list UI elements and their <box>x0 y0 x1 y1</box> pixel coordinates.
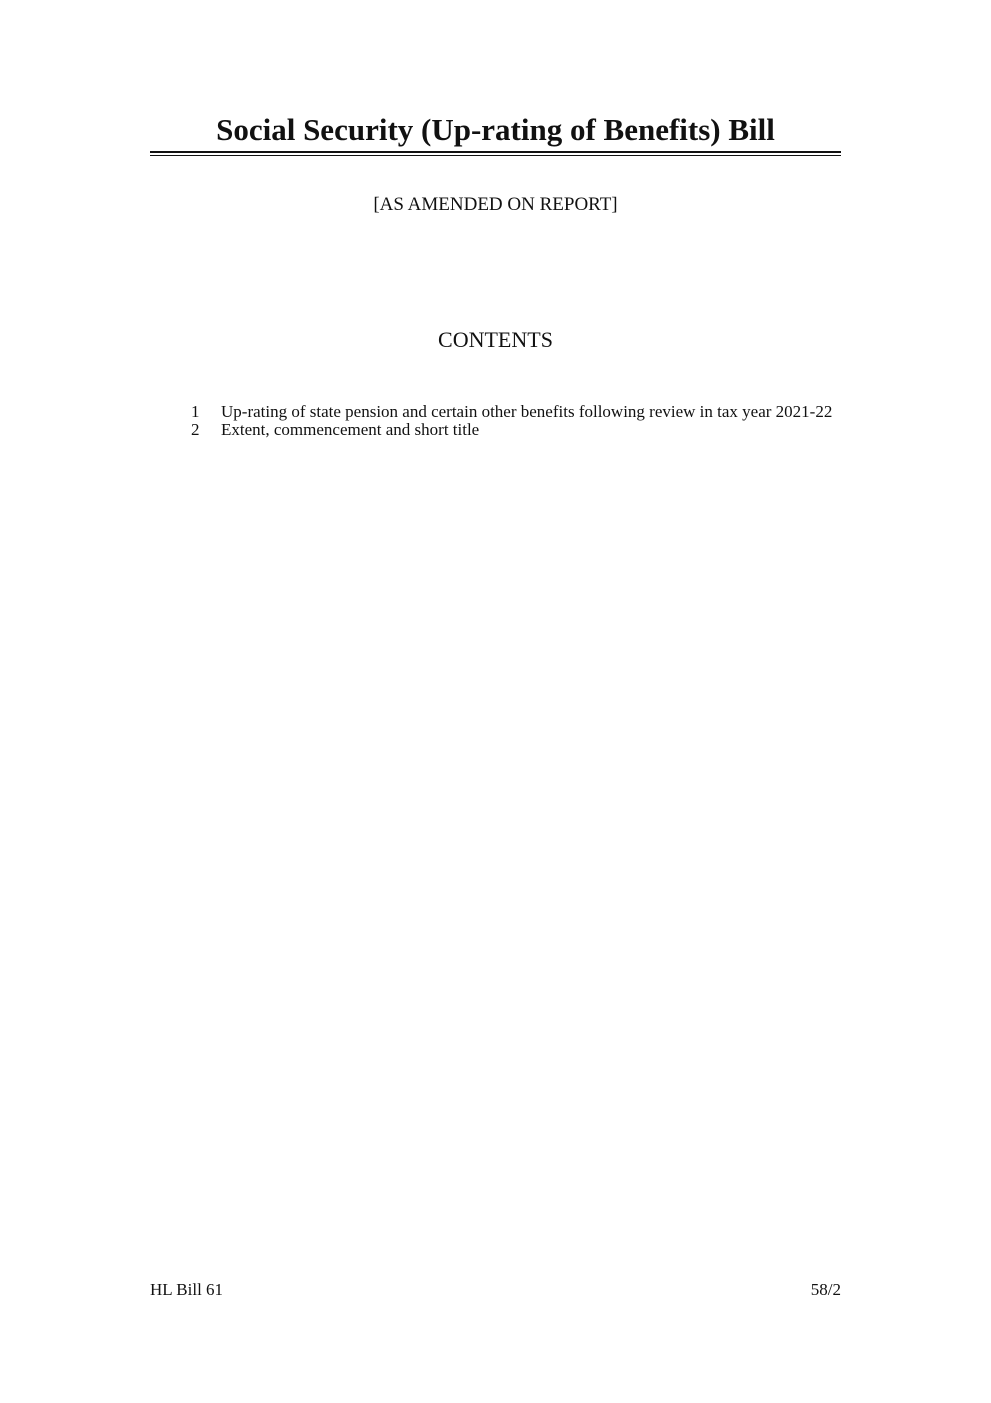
contents-item-number: 1 <box>191 402 200 421</box>
contents-item-2[interactable] <box>150 422 841 438</box>
print-reference: 58/2 <box>810 1280 841 1299</box>
bill-title: Social Security (Up-rating of Benefits) Bill <box>216 112 775 147</box>
contents-item-1[interactable] <box>150 404 841 420</box>
bill-reference: HL Bill 61 <box>150 1280 224 1299</box>
contents-item-text: Extent, commencement and short title <box>221 420 480 439</box>
title-rule-thin <box>150 155 841 156</box>
contents-list <box>150 404 841 440</box>
contents-item-number: 2 <box>191 420 200 439</box>
contents-item-text: Up-rating of state pension and certain other benefits following review in tax year 2021-22 <box>221 402 833 421</box>
amendment-status: [AS AMENDED ON REPORT] <box>373 194 618 215</box>
contents-heading: CONTENTS <box>438 327 553 352</box>
title-rule-thick <box>150 151 841 153</box>
